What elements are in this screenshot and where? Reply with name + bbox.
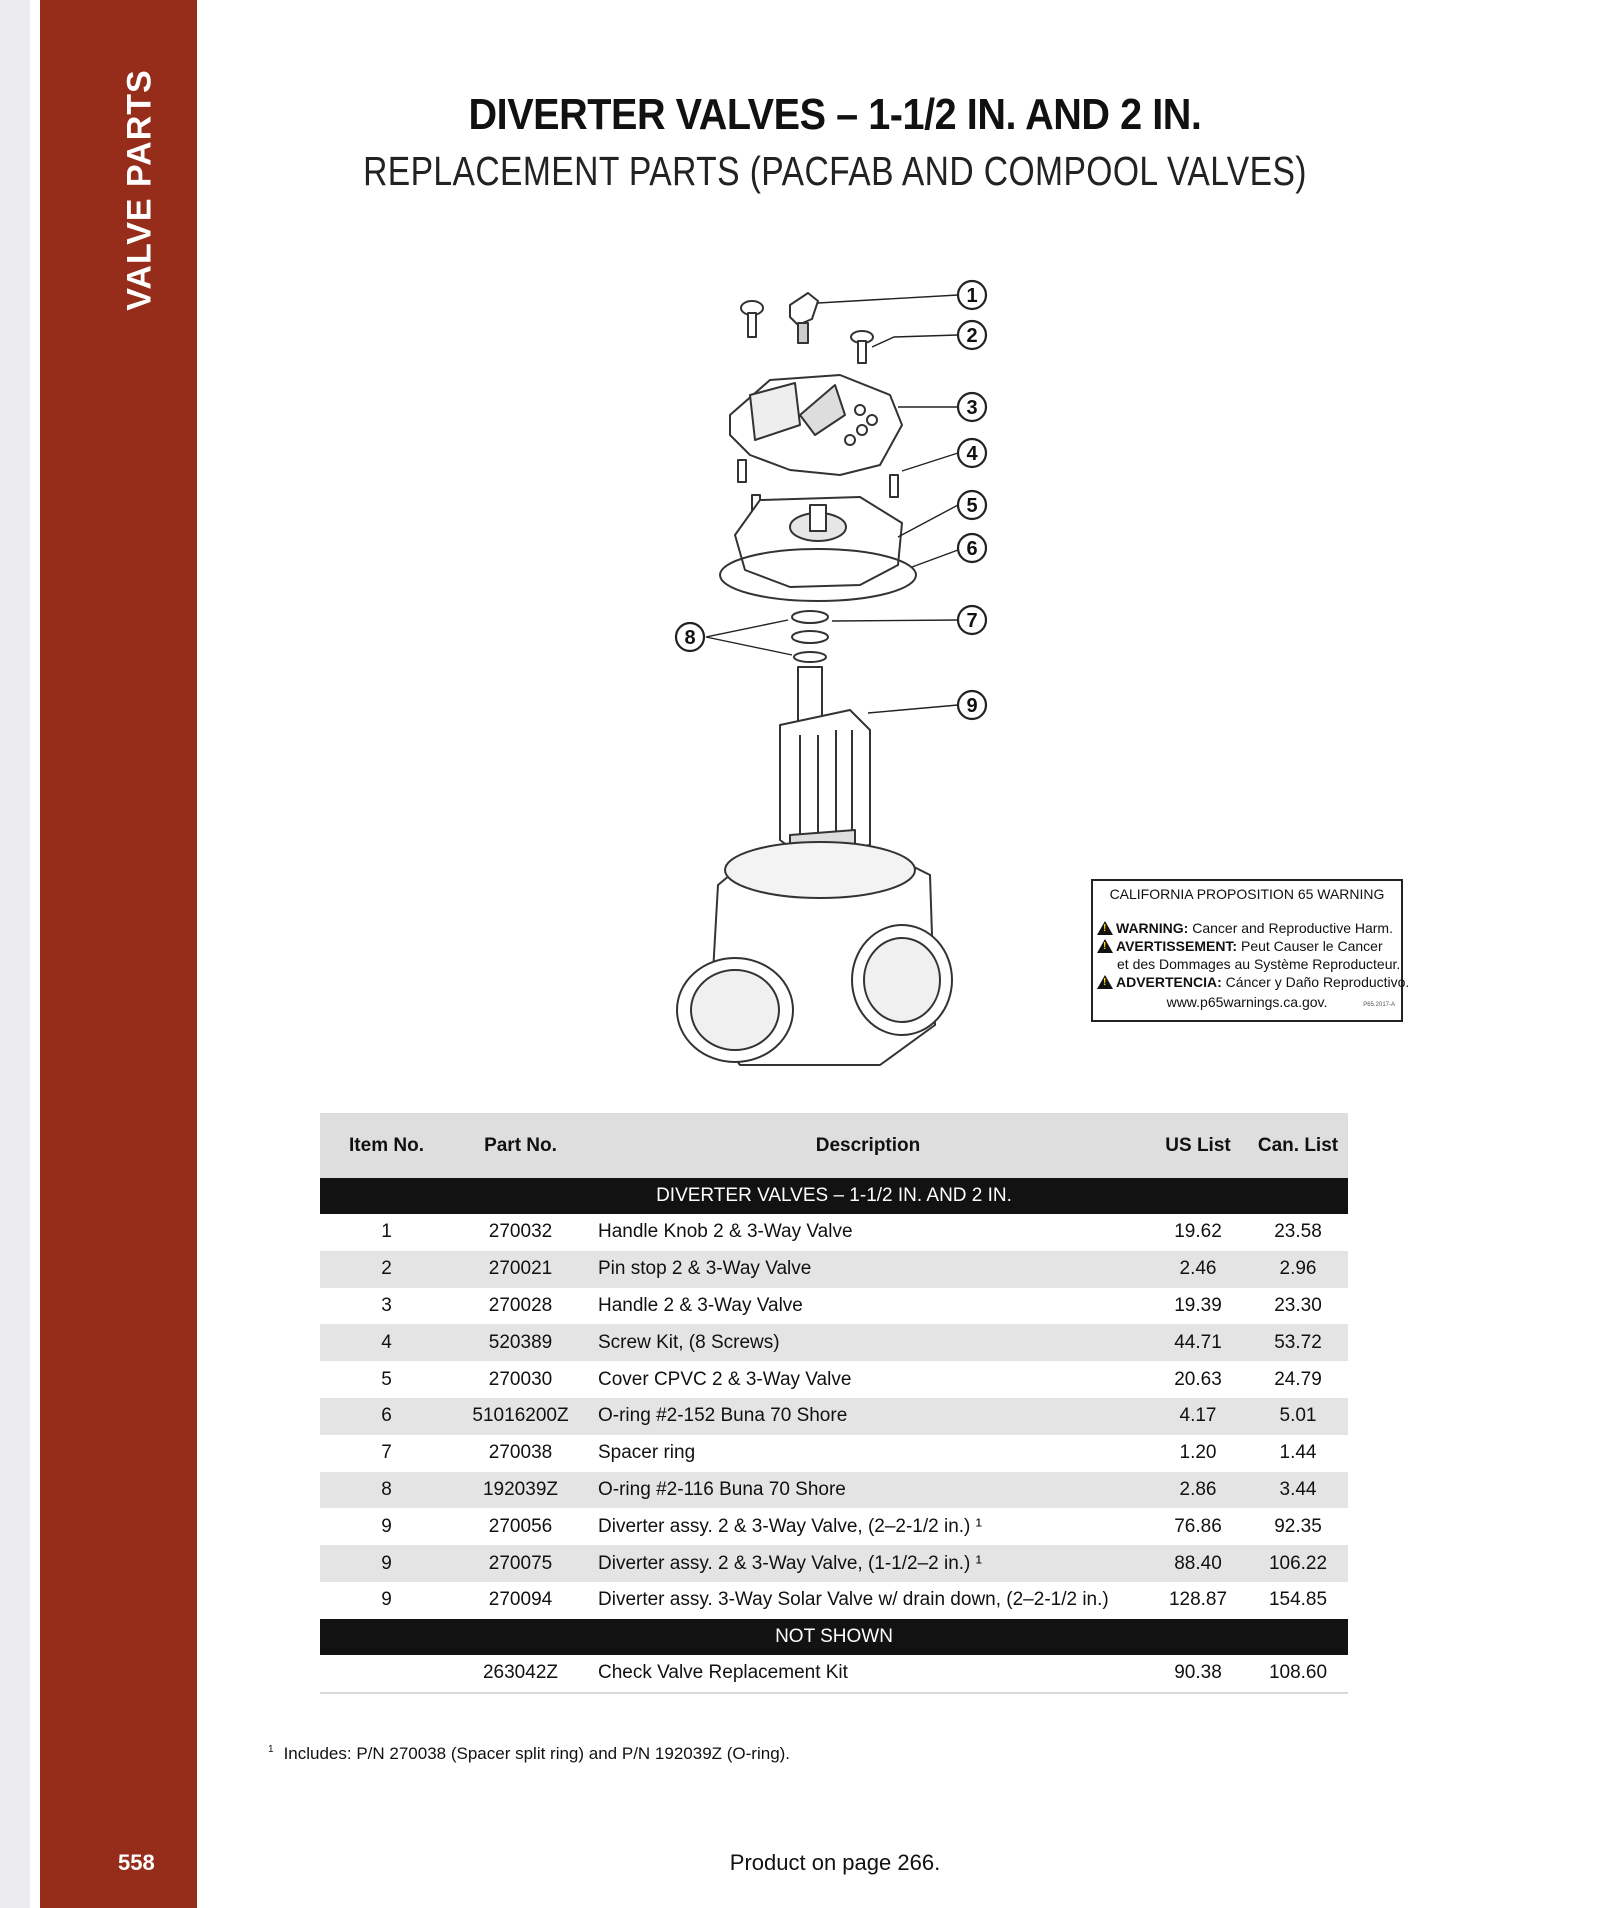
- avertissement-line: !AVERTISSEMENT: Peut Causer le Cancer: [1093, 937, 1401, 955]
- callout-1: [958, 281, 986, 309]
- callout-6: [958, 534, 986, 562]
- footnote-text: Includes: P/N 270038 (Spacer split ring) and P/N 192039Z (O-ring).: [283, 1744, 791, 1763]
- handle-illustration: [730, 375, 902, 475]
- table-row: 7 270038 Spacer ring 1.20 1.44: [381, 1442, 1317, 1464]
- valve-body-illustration: [677, 842, 952, 1065]
- svg-text:3: 3: [966, 397, 978, 419]
- table-row: 1 270032 Handle Knob 2 & 3-Way Valve 19.62 23.58: [381, 1221, 1322, 1243]
- exploded-valve-diagram: [640, 265, 1010, 1085]
- prop65-code: P65.2017-A: [1363, 1002, 1395, 1008]
- section-band: DIVERTER VALVES – 1-1/2 IN. AND 2 IN.: [320, 1178, 1348, 1214]
- svg-text:4: 4: [966, 443, 978, 465]
- diverter-illustration: [780, 667, 870, 870]
- page-title: DIVERTER VALVES – 1-1/2 IN. AND 2 IN.: [468, 90, 1202, 139]
- table-row: 3 270028 Handle 2 & 3-Way Valve 19.39 23.30: [381, 1294, 1322, 1316]
- page-subtitle: REPLACEMENT PARTS (PACFAB AND COMPOOL VALVES): [363, 148, 1307, 194]
- table-row: 8 192039Z O-ring #2-116 Buna 70 Shore 2.86 3.44: [320, 1472, 1348, 1509]
- table-row: 9 270075 Diverter assy. 2 & 3-Way Valve, (1-1/2–2 in.) ¹ 88.40 106.22: [320, 1545, 1348, 1582]
- prop65-heading: CALIFORNIA PROPOSITION 65 WARNING: [1109, 886, 1385, 902]
- svg-text:1: 1: [966, 285, 978, 307]
- svg-text:9: 9: [966, 695, 978, 717]
- warning-line: !WARNING: Cancer and Reproductive Harm.: [1093, 919, 1401, 937]
- footer-product-reference: Product on page 266.: [729, 1850, 941, 1875]
- header-can-list: Can. List: [1248, 1113, 1348, 1178]
- warning-triangle-icon: [1097, 975, 1113, 989]
- warning-triangle-icon: [1097, 939, 1113, 953]
- cover-illustration: [735, 497, 902, 587]
- callout-4: [958, 439, 986, 467]
- handle-knob-illustration: [790, 293, 818, 343]
- table-row: 5 270030 Cover CPVC 2 & 3-Way Valve 20.63 24.79: [381, 1368, 1322, 1390]
- screw-illustration: [741, 301, 763, 337]
- callout-3: [958, 393, 986, 421]
- spacer-ring-illustration: [792, 611, 828, 623]
- table-header-row: [320, 1113, 1348, 1178]
- footnote-mark: 1: [268, 1744, 274, 1756]
- pin-stop-illustration: [851, 331, 873, 363]
- advertencia-line: !ADVERTENCIA: Cáncer y Daño Reproductivo.: [1093, 973, 1401, 991]
- table-row: 9 270056 Diverter assy. 2 & 3-Way Valve, (2–2-1/2 in.) ¹ 76.86 92.35: [381, 1515, 1322, 1537]
- callout-2: [958, 321, 986, 349]
- parts-table: [320, 1113, 1348, 1694]
- sidebar-band: [40, 0, 197, 1908]
- small-oring-illustration: [794, 652, 826, 662]
- svg-text:2: 2: [966, 325, 978, 347]
- callout-5: [958, 491, 986, 519]
- left-gutter: [0, 0, 30, 1908]
- header-part-no: Part No.: [453, 1113, 588, 1178]
- prop65-warning-box: [1091, 879, 1410, 1022]
- section-label: VALVE PARTS: [120, 69, 159, 311]
- svg-text:5: 5: [966, 495, 978, 517]
- prop65-website: www.p65warnings.ca.gov.: [1166, 994, 1328, 1010]
- header-us-list: US List: [1148, 1113, 1248, 1178]
- header-description: Description: [588, 1113, 1148, 1178]
- svg-text:6: 6: [966, 538, 978, 560]
- table-row: 6 51016200Z O-ring #2-152 Buna 70 Shore 4.17 5.01: [320, 1398, 1348, 1435]
- callout-9: [958, 691, 986, 719]
- avertissement-line-2: et des Dommages au Système Reproducteur.: [1117, 956, 1401, 972]
- table-row: 2 270021 Pin stop 2 & 3-Way Valve 2.46 2.96: [320, 1251, 1348, 1288]
- warning-triangle-icon: [1097, 921, 1113, 935]
- table-row: 4 520389 Screw Kit, (8 Screws) 44.71 53.72: [320, 1324, 1348, 1361]
- callout-7: [958, 606, 986, 634]
- svg-text:8: 8: [684, 627, 696, 649]
- section-band-not-shown: NOT SHOWN: [320, 1619, 1348, 1655]
- header-item-no: Item No.: [320, 1113, 453, 1178]
- svg-text:7: 7: [966, 610, 978, 632]
- callout-8: [676, 623, 704, 651]
- table-row: 263042Z Check Valve Replacement Kit 90.38 108.60: [320, 1655, 1348, 1693]
- table-row: 9 270094 Diverter assy. 3-Way Solar Valve w/ drain down, (2–2-1/2 in.) 128.87 154.85: [381, 1589, 1328, 1611]
- footnote: [268, 1744, 790, 1764]
- page-number: 558: [118, 1850, 155, 1875]
